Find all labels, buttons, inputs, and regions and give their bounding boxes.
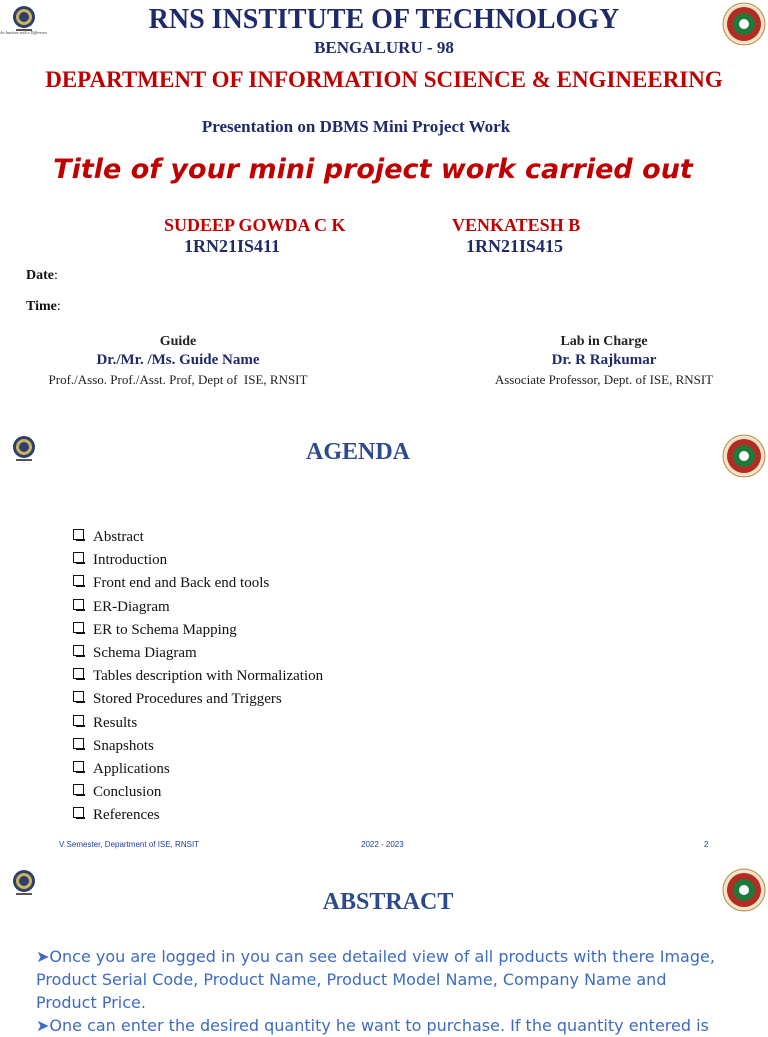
institute-city: BENGALURU - 98 xyxy=(314,38,454,57)
abstract-paragraph-1: ➤Once you are logged in you can see detailed view of all products with there Image, Product Serial Code, Product Name, Product Model Name, Company Name and Product Price. xyxy=(36,947,715,1012)
agenda-item: Front end and Back end tools xyxy=(73,572,323,595)
guide-block xyxy=(20,333,336,389)
agenda-list xyxy=(73,526,323,827)
agenda-item: Snapshots xyxy=(73,735,323,758)
student-1-usn: 1RN21IS411 xyxy=(184,236,281,256)
agenda-item: Stored Procedures and Triggers xyxy=(73,688,323,711)
checkbox-bullet-icon xyxy=(73,645,84,656)
guide-role: Guide xyxy=(159,334,197,349)
agenda-item: ER to Schema Mapping xyxy=(73,619,323,642)
checkbox-bullet-icon xyxy=(73,529,84,540)
agenda-heading: AGENDA xyxy=(305,439,410,465)
checkbox-bullet-icon xyxy=(73,784,84,795)
institute-name: RNS INSTITUTE OF TECHNOLOGY xyxy=(148,4,620,35)
time-label: Time xyxy=(26,299,57,314)
agenda-item: Introduction xyxy=(73,549,323,572)
arrow-bullet-icon: ➤ xyxy=(36,1016,50,1035)
footer-center: 2022 - 2023 xyxy=(361,840,404,849)
checkbox-bullet-icon xyxy=(73,738,84,749)
checkbox-bullet-icon xyxy=(73,668,84,679)
abstract-paragraph-2: ➤One can enter the desired quantity he want to purchase. If the quantity entered is xyxy=(36,1016,709,1035)
agenda-item: References xyxy=(73,804,323,827)
presentation-subtitle: Presentation on DBMS Mini Project Work xyxy=(201,117,511,136)
agenda-item: Conclusion xyxy=(73,781,323,804)
checkbox-bullet-icon xyxy=(73,599,84,610)
arrow-bullet-icon: ➤ xyxy=(36,947,50,966)
agenda-item: Tables description with Normalization xyxy=(73,665,323,688)
agenda-item: Applications xyxy=(73,758,323,781)
checkbox-bullet-icon xyxy=(73,575,84,586)
date-field xyxy=(26,268,58,284)
lab-in-charge-role: Lab in Charge xyxy=(560,334,648,349)
checkbox-bullet-icon xyxy=(73,807,84,818)
logo-tagline: An Institute with a Difference xyxy=(0,30,48,35)
student-2-name: VENKATESH B xyxy=(452,215,581,235)
student-1-name: SUDEEP GOWDA C K xyxy=(164,215,346,235)
date-colon: : xyxy=(54,268,58,283)
agenda-item: ER-Diagram xyxy=(73,596,323,619)
time-field xyxy=(26,299,61,315)
footer-page-number: 2 xyxy=(704,840,709,849)
department-name: DEPARTMENT OF INFORMATION SCIENCE & ENGINEERING xyxy=(45,67,723,92)
checkbox-bullet-icon xyxy=(73,691,84,702)
checkbox-bullet-icon xyxy=(73,552,84,563)
checkbox-bullet-icon xyxy=(73,622,84,633)
checkbox-bullet-icon xyxy=(73,761,84,772)
emblem-logo-right-slide2 xyxy=(722,434,766,478)
title-slide xyxy=(0,0,768,420)
agenda-item: Schema Diagram xyxy=(73,642,323,665)
checkbox-bullet-icon xyxy=(73,715,84,726)
lab-in-charge-name: Dr. R Rajkumar xyxy=(551,352,657,368)
agenda-item: Results xyxy=(73,712,323,735)
guide-name: Dr./Mr. /Ms. Guide Name xyxy=(96,352,260,368)
project-title: Title of your mini project work carried out xyxy=(53,154,693,185)
lab-in-charge-designation: Associate Professor, Dept. of ISE, RNSIT xyxy=(494,372,714,387)
time-colon: : xyxy=(56,299,61,314)
date-label: Date xyxy=(26,268,54,283)
abstract-heading: ABSTRACT xyxy=(322,889,454,915)
student-2-usn: 1RN21IS415 xyxy=(466,236,564,256)
guide-designation: Prof./Asso. Prof./Asst. Prof, Dept of ISE, RNSIT xyxy=(48,372,308,387)
agenda-item: Abstract xyxy=(73,526,323,549)
footer-left: V Semester, Department of ISE, RNSIT xyxy=(59,840,200,849)
lab-in-charge-block xyxy=(446,333,762,389)
